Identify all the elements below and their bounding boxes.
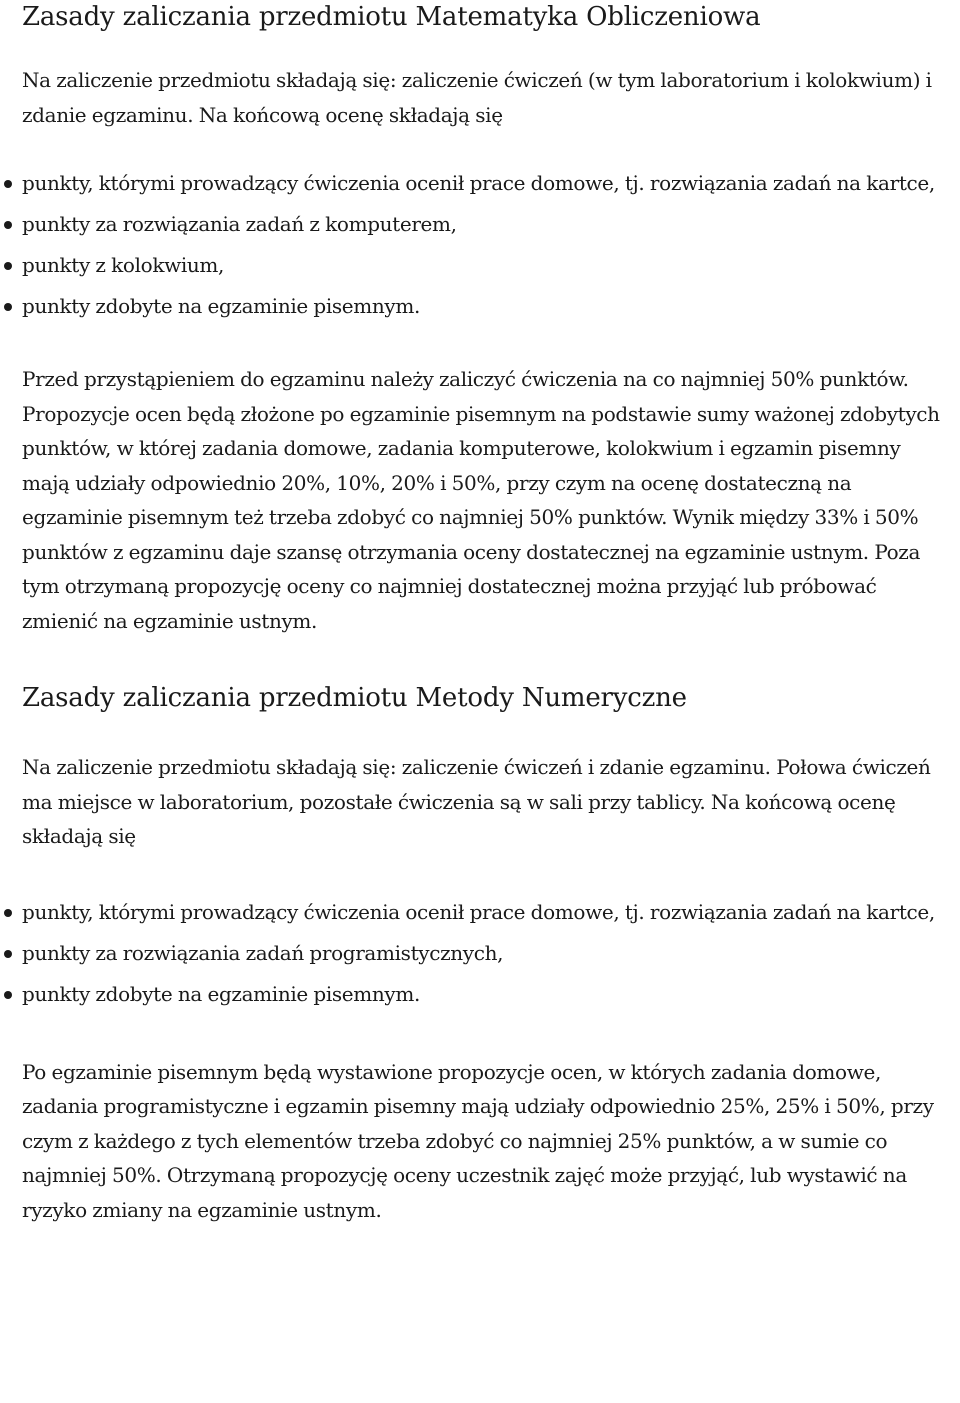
section-metody-numeryczne: [22, 683, 952, 1227]
list-item: [22, 936, 952, 970]
list-item: [22, 289, 952, 323]
section-title: Zasady zaliczania przedmiotu Metody Numeryczne: [22, 683, 687, 713]
bullet-icon: [4, 221, 12, 229]
list-item-text: punkty, którymi prowadzący ćwiczenia ocenił prace domowe, tj. rozwiązania zadań na kartce,: [22, 171, 935, 195]
list-item-text: punkty z kolokwium,: [22, 253, 225, 277]
list-item-text: punkty zdobyte na egzaminie pisemnym.: [22, 294, 420, 318]
list-item-text: punkty zdobyte na egzaminie pisemnym.: [22, 981, 420, 1006]
grading-components-list: [22, 166, 952, 323]
document-page: [22, 0, 952, 1227]
bullet-icon: [4, 180, 12, 188]
list-item: [22, 207, 952, 241]
bullet-icon: [4, 303, 12, 311]
section-paragraph: Przed przystąpieniem do egzaminu należy zaliczyć ćwiczenia na co najmniej 50% punktów. Propozycje ocen będą złożone po egzaminie pisemnym na podstawie sumy ważonej zdobytych punktów, w której zadania domowe, zadania komputerowe, kolokwium i egzamin pisemny mają udziały odpowiednio 20%, 10%, 20% i 50%, przy czym na ocenę dostateczną na egzaminie pisemnym też trzeba zdobyć co najmniej 50% punktów. Wynik między 33% i 50% punktów z egzaminu daje szansę otrzymania oceny dostatecznej na egzaminie ustnym. Poza tym otrzymaną propozycję oceny co najmniej dostatecznej można przyjąć lub próbować zmienić na egzaminie ustnym.: [22, 367, 940, 633]
bullet-icon: [4, 950, 12, 958]
section-title: Zasady zaliczania przedmiotu Matematyka Obliczeniowa: [22, 2, 761, 32]
list-item: [22, 166, 952, 200]
list-item: [22, 977, 952, 1011]
section-intro: Na zaliczenie przedmiotu składają się: zaliczenie ćwiczeń i zdanie egzaminu. Połowa ćwiczeń ma miejsce w laboratorium, pozostałe ćwiczenia są w sali przy tablicy. Na końcową ocenę składają się: [22, 755, 931, 848]
list-item-text: punkty za rozwiązania zadań z komputerem,: [22, 212, 457, 236]
section-intro: Na zaliczenie przedmiotu składają się: zaliczenie ćwiczeń (w tym laboratorium i kolokwium) i zdanie egzaminu. Na końcową ocenę składają się: [22, 68, 932, 127]
list-item: [22, 895, 952, 929]
bullet-icon: [4, 991, 12, 999]
section-matematyka-obliczeniowa: [22, 0, 952, 638]
bullet-icon: [4, 909, 12, 917]
list-item: [22, 248, 952, 282]
list-item-text: punkty za rozwiązania zadań programistycznych,: [22, 940, 504, 965]
list-item-text: punkty, którymi prowadzący ćwiczenia ocenił prace domowe, tj. rozwiązania zadań na kartce,: [22, 899, 935, 924]
bullet-icon: [4, 262, 12, 270]
grading-components-list: [22, 895, 952, 1011]
section-paragraph: Po egzaminie pisemnym będą wystawione propozycje ocen, w których zadania domowe, zadania programistyczne i egzamin pisemny mają udziały odpowiednio 25%, 25% i 50%, przy czym z każdego z tych elementów trzeba zdobyć co najmniej 25% punktów, a w sumie co najmniej 50%. Otrzymaną propozycję oceny uczestnik zajęć może przyjąć, lub wystawić na ryzyko zmiany na egzaminie ustnym.: [22, 1059, 934, 1222]
